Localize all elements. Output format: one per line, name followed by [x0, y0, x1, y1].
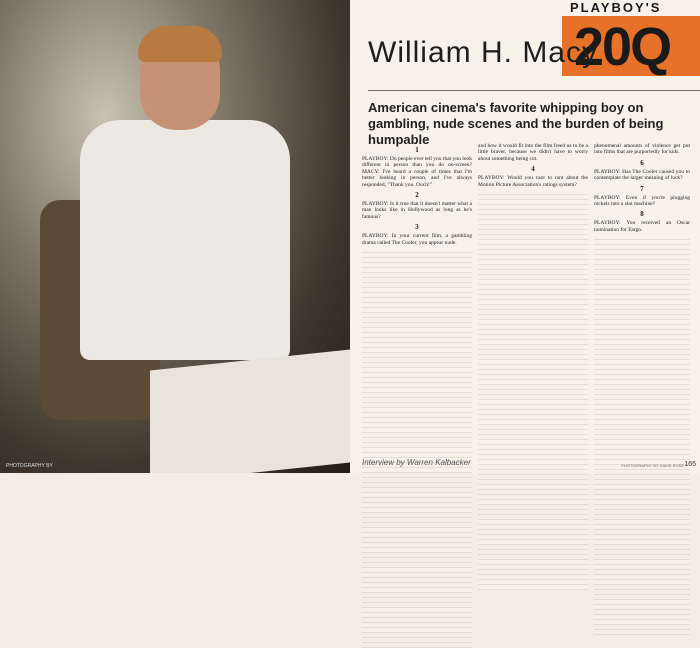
subject-hair [138, 26, 222, 62]
section-number: 8 [640, 210, 644, 219]
series-number: 20Q [574, 17, 671, 77]
section-number: 3 [415, 223, 419, 232]
interviewee-name: William H. Macy [368, 36, 598, 69]
section-text: PLAYBOY: You received an Oscar nomination for Fargo. [594, 220, 690, 233]
photo-credit: PHOTOGRAPHY BY [6, 463, 53, 469]
section-number: 4 [531, 165, 535, 174]
section-text: PLAYBOY: Would you care to rant about the Motion Picture Association's ratings system? [478, 175, 588, 188]
section-text: PLAYBOY: Even if you're plugging nickels into a slot machine? [594, 194, 690, 208]
text-column-2 [478, 143, 588, 590]
section-text: and how it would fit into the film freed us to be a little braver, because we didn't have to worry about something being cut. [478, 143, 588, 162]
title-rule [368, 90, 700, 91]
section-number: 6 [640, 158, 644, 167]
series-kicker: PLAYBOY'S [570, 0, 662, 15]
byline: Interview by Warren Kalbacker [362, 458, 471, 467]
section-number: 2 [415, 191, 419, 200]
body-copy-texture [478, 190, 588, 590]
article-page [350, 0, 700, 473]
text-column-1 [362, 143, 472, 648]
body-copy-texture [362, 248, 472, 648]
section-number: 1 [415, 146, 419, 154]
section-text: PLAYBOY: In your current film, a gambling drama called The Cooler, you appear nude. [362, 233, 472, 246]
section-text: PLAYBOY: Has The Cooler caused you to contemplate the larger meaning of luck? [594, 168, 690, 182]
page-photo-credit: PHOTOGRAPHY BY DAVID ROSE [621, 463, 684, 468]
article-deck: American cinema's favorite whipping boy on gambling, nude scenes and the burden of being humpable [368, 100, 664, 147]
body-copy-texture [594, 235, 690, 635]
section-number: 7 [640, 184, 644, 193]
paper-pile [150, 349, 350, 473]
section-text: PLAYBOY: Is it true that it doesn't matter what a man looks like in Hollywood as long as he's famous? [362, 201, 472, 220]
subject-shirt [80, 120, 290, 360]
section-text: PLAYBOY: Do people ever tell you that you look different in person than you do on-screen? MACY: I've heard a couple of times that I'm better looking in person, and I've always responded, "Thank you. Ouch!" [362, 156, 472, 188]
section-text: phenomenal amounts of violence get put into films that are purportedly for kids. [594, 143, 690, 156]
page-number: 165 [684, 461, 696, 468]
text-column-3 [594, 143, 690, 635]
cover-photo [0, 0, 350, 473]
